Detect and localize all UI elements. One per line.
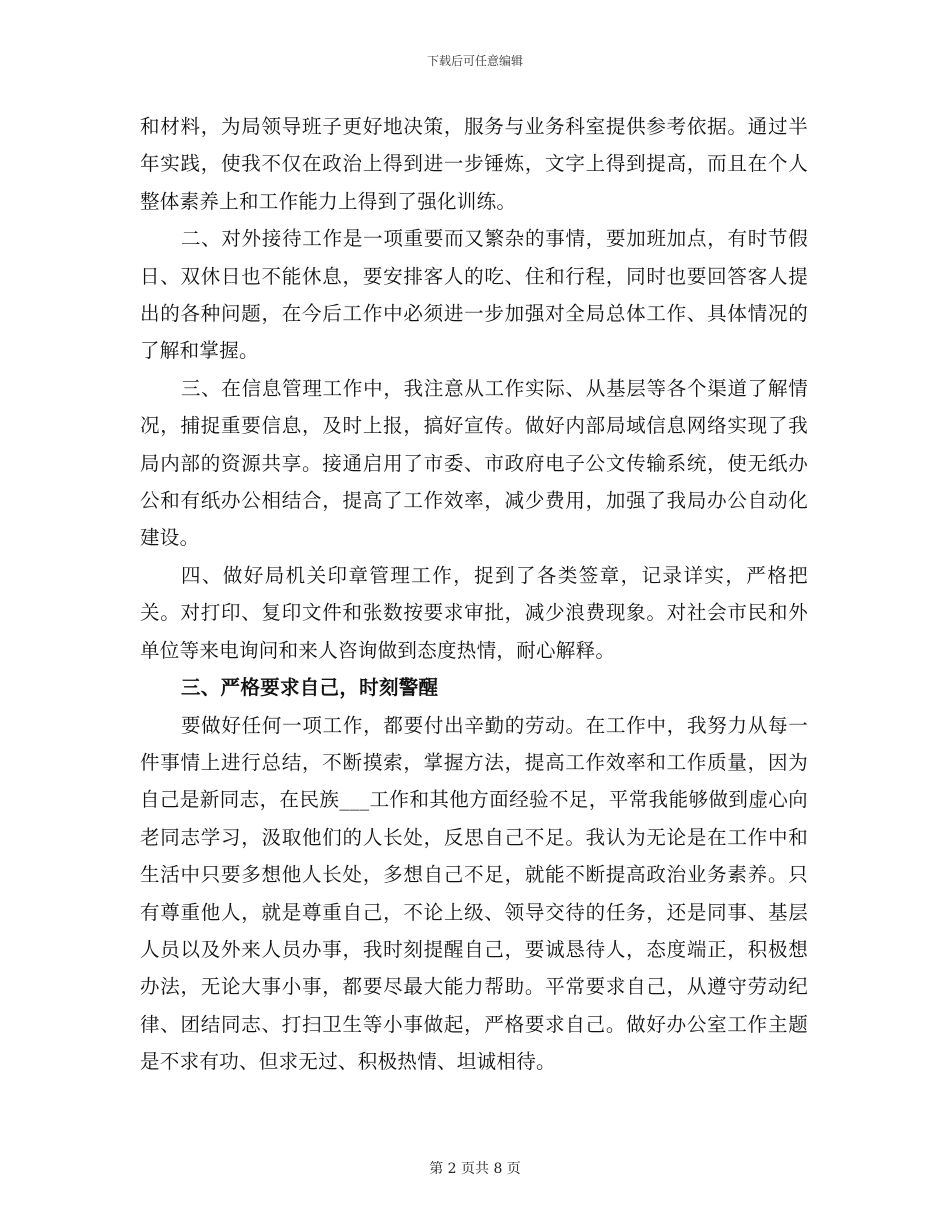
paragraph-information-management: 三、在信息管理工作中，我注意从工作实际、从基层等各个渠道了解情况，捕捉重要信息，及时上报，搞好宣传。做好内部局域信息网络实现了我局内部的资源共享。接通启用了市委、市政府电子公文传输系统，使无纸办公和有纸办公相结合，提高了工作效率，减少费用，加强了我局办公自动化建设。 — [140, 376, 808, 550]
paragraph-continuation: 和材料，为局领导班子更好地决策，服务与业务科室提供参考依据。通过半年实践，使我不仅在政治上得到进一步锤炼，文字上得到提高，而且在个人整体素养上和工作能力上得到了强化训练。 — [140, 115, 808, 213]
paragraph-reception-work: 二、对外接待工作是一项重要而又繁杂的事情，要加班加点，有时节假日、双休日也不能休息，要安排客人的吃、住和行程，同时也要回答客人提出的各种问题，在今后工作中必须进一步加强对全局总体工作、具体情况的了解和掌握。 — [140, 227, 808, 363]
section-heading: 三、严格要求自己，时刻警醒 — [180, 676, 439, 700]
page-number: 第 2 页共 8 页 — [429, 1161, 521, 1177]
paragraph-seal-management: 四、做好局机关印章管理工作，捉到了各类签章，记录详实，严格把关。对打印、复印文件和张数按要求审批，减少浪费现象。对社会市民和外单位等来电询问和来人咨询做到态度热情，耐心解释。 — [140, 563, 808, 662]
paragraph-self-discipline: 要做好任何一项工作，都要付出辛勤的劳动。在工作中，我努力从每一件事情上进行总结，不断摸索，掌握方法，提高工作效率和工作质量，因为自己是新同志，在民族___工作和其他方面经验不足，平常我能够做到虚心向老同志学习，汲取他们的人长处，反思自己不足。我认为无论是在工作中和生活中只要多想他人长处，多想自己不足，就能不断提高政治业务素养。只有尊重他人，就是尊重自己，不论上级、领导交待的任务，还是同事、基层人员以及外来人员办事，我时刻提醒自己，要诚恳待人，态度端正，积极想办法，无论大事小事，都要尽最大能力帮助。平常要求自己，从遵守劳动纪律、团结同志、打扫卫生等小事做起，严格要求自己。做好办公室工作主题是不求有功、但求无过、积极热情、坦诚相待。 — [140, 713, 808, 1074]
document-body — [140, 108, 808, 1081]
page-header: 下载后可任意编辑 — [426, 54, 523, 68]
